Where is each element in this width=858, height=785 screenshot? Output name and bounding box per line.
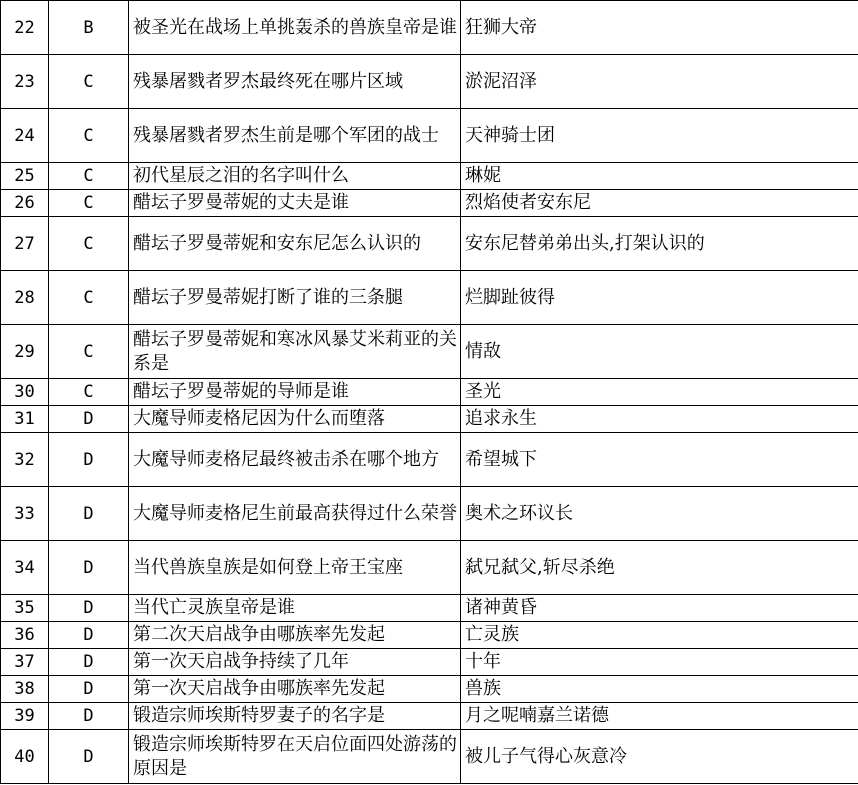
row-question: 当代兽族皇族是如何登上帝王宝座 xyxy=(129,541,461,595)
row-number: 31 xyxy=(1,406,49,433)
row-number: 30 xyxy=(1,379,49,406)
row-question: 第一次天启战争持续了几年 xyxy=(129,649,461,676)
row-grade: B xyxy=(49,1,129,55)
table-row xyxy=(1,217,858,271)
row-grade: C xyxy=(49,190,129,217)
row-grade: D xyxy=(49,703,129,730)
table-row xyxy=(1,622,858,649)
table-row xyxy=(1,541,858,595)
row-answer: 兽族 xyxy=(461,676,858,703)
row-number: 39 xyxy=(1,703,49,730)
row-question: 当代亡灵族皇帝是谁 xyxy=(129,595,461,622)
table-row xyxy=(1,487,858,541)
row-grade: D xyxy=(49,676,129,703)
row-answer: 安东尼替弟弟出头,打架认识的 xyxy=(461,217,858,271)
row-number: 35 xyxy=(1,595,49,622)
table-row xyxy=(1,1,858,55)
row-number: 32 xyxy=(1,433,49,487)
row-grade: D xyxy=(49,406,129,433)
table-row xyxy=(1,271,858,325)
row-number: 22 xyxy=(1,1,49,55)
row-answer: 淤泥沼泽 xyxy=(461,55,858,109)
row-answer: 弑兄弑父,斩尽杀绝 xyxy=(461,541,858,595)
row-number: 34 xyxy=(1,541,49,595)
row-answer: 狂狮大帝 xyxy=(461,1,858,55)
row-answer: 烈焰使者安东尼 xyxy=(461,190,858,217)
row-answer: 亡灵族 xyxy=(461,622,858,649)
row-answer: 追求永生 xyxy=(461,406,858,433)
table-row xyxy=(1,190,858,217)
row-grade: D xyxy=(49,487,129,541)
row-question: 大魔导师麦格尼因为什么而堕落 xyxy=(129,406,461,433)
table-row xyxy=(1,325,858,379)
table-row xyxy=(1,163,858,190)
row-question: 醋坛子罗曼蒂妮和寒冰风暴艾米莉亚的关系是 xyxy=(129,325,461,379)
row-answer: 被儿子气得心灰意冷 xyxy=(461,730,858,784)
table-row xyxy=(1,595,858,622)
row-number: 29 xyxy=(1,325,49,379)
row-number: 25 xyxy=(1,163,49,190)
row-question: 醋坛子罗曼蒂妮打断了谁的三条腿 xyxy=(129,271,461,325)
row-grade: D xyxy=(49,622,129,649)
row-answer: 天神骑士团 xyxy=(461,109,858,163)
row-number: 40 xyxy=(1,730,49,784)
row-question: 锻造宗师埃斯特罗妻子的名字是 xyxy=(129,703,461,730)
row-question: 残暴屠戮者罗杰生前是哪个军团的战士 xyxy=(129,109,461,163)
row-number: 33 xyxy=(1,487,49,541)
row-answer: 琳妮 xyxy=(461,163,858,190)
row-question: 残暴屠戮者罗杰最终死在哪片区域 xyxy=(129,55,461,109)
row-grade: C xyxy=(49,379,129,406)
row-grade: D xyxy=(49,541,129,595)
quiz-table-body xyxy=(1,1,858,784)
row-grade: D xyxy=(49,433,129,487)
row-answer: 希望城下 xyxy=(461,433,858,487)
row-grade: D xyxy=(49,595,129,622)
row-grade: C xyxy=(49,109,129,163)
row-question: 大魔导师麦格尼生前最高获得过什么荣誉 xyxy=(129,487,461,541)
row-answer: 烂脚趾彼得 xyxy=(461,271,858,325)
row-number: 28 xyxy=(1,271,49,325)
row-number: 26 xyxy=(1,190,49,217)
table-row xyxy=(1,109,858,163)
table-row xyxy=(1,379,858,406)
row-number: 37 xyxy=(1,649,49,676)
row-question: 第一次天启战争由哪族率先发起 xyxy=(129,676,461,703)
row-grade: C xyxy=(49,325,129,379)
row-question: 醋坛子罗曼蒂妮的导师是谁 xyxy=(129,379,461,406)
row-number: 27 xyxy=(1,217,49,271)
row-question: 初代星辰之泪的名字叫什么 xyxy=(129,163,461,190)
table-row xyxy=(1,649,858,676)
row-number: 38 xyxy=(1,676,49,703)
row-question: 醋坛子罗曼蒂妮和安东尼怎么认识的 xyxy=(129,217,461,271)
table-row xyxy=(1,676,858,703)
row-answer: 月之呢喃嘉兰诺德 xyxy=(461,703,858,730)
row-answer: 圣光 xyxy=(461,379,858,406)
row-question: 锻造宗师埃斯特罗在天启位面四处游荡的原因是 xyxy=(129,730,461,784)
table-row xyxy=(1,433,858,487)
row-question: 醋坛子罗曼蒂妮的丈夫是谁 xyxy=(129,190,461,217)
row-answer: 奥术之环议长 xyxy=(461,487,858,541)
row-grade: C xyxy=(49,163,129,190)
table-row xyxy=(1,55,858,109)
row-question: 被圣光在战场上单挑轰杀的兽族皇帝是谁 xyxy=(129,1,461,55)
row-answer: 十年 xyxy=(461,649,858,676)
table-row xyxy=(1,703,858,730)
row-grade: D xyxy=(49,730,129,784)
row-number: 24 xyxy=(1,109,49,163)
row-grade: D xyxy=(49,649,129,676)
row-number: 23 xyxy=(1,55,49,109)
row-question: 大魔导师麦格尼最终被击杀在哪个地方 xyxy=(129,433,461,487)
table-row xyxy=(1,406,858,433)
row-grade: C xyxy=(49,55,129,109)
row-answer: 情敌 xyxy=(461,325,858,379)
row-question: 第二次天启战争由哪族率先发起 xyxy=(129,622,461,649)
row-answer: 诸神黄昏 xyxy=(461,595,858,622)
row-grade: C xyxy=(49,217,129,271)
row-number: 36 xyxy=(1,622,49,649)
row-grade: C xyxy=(49,271,129,325)
table-row xyxy=(1,730,858,784)
